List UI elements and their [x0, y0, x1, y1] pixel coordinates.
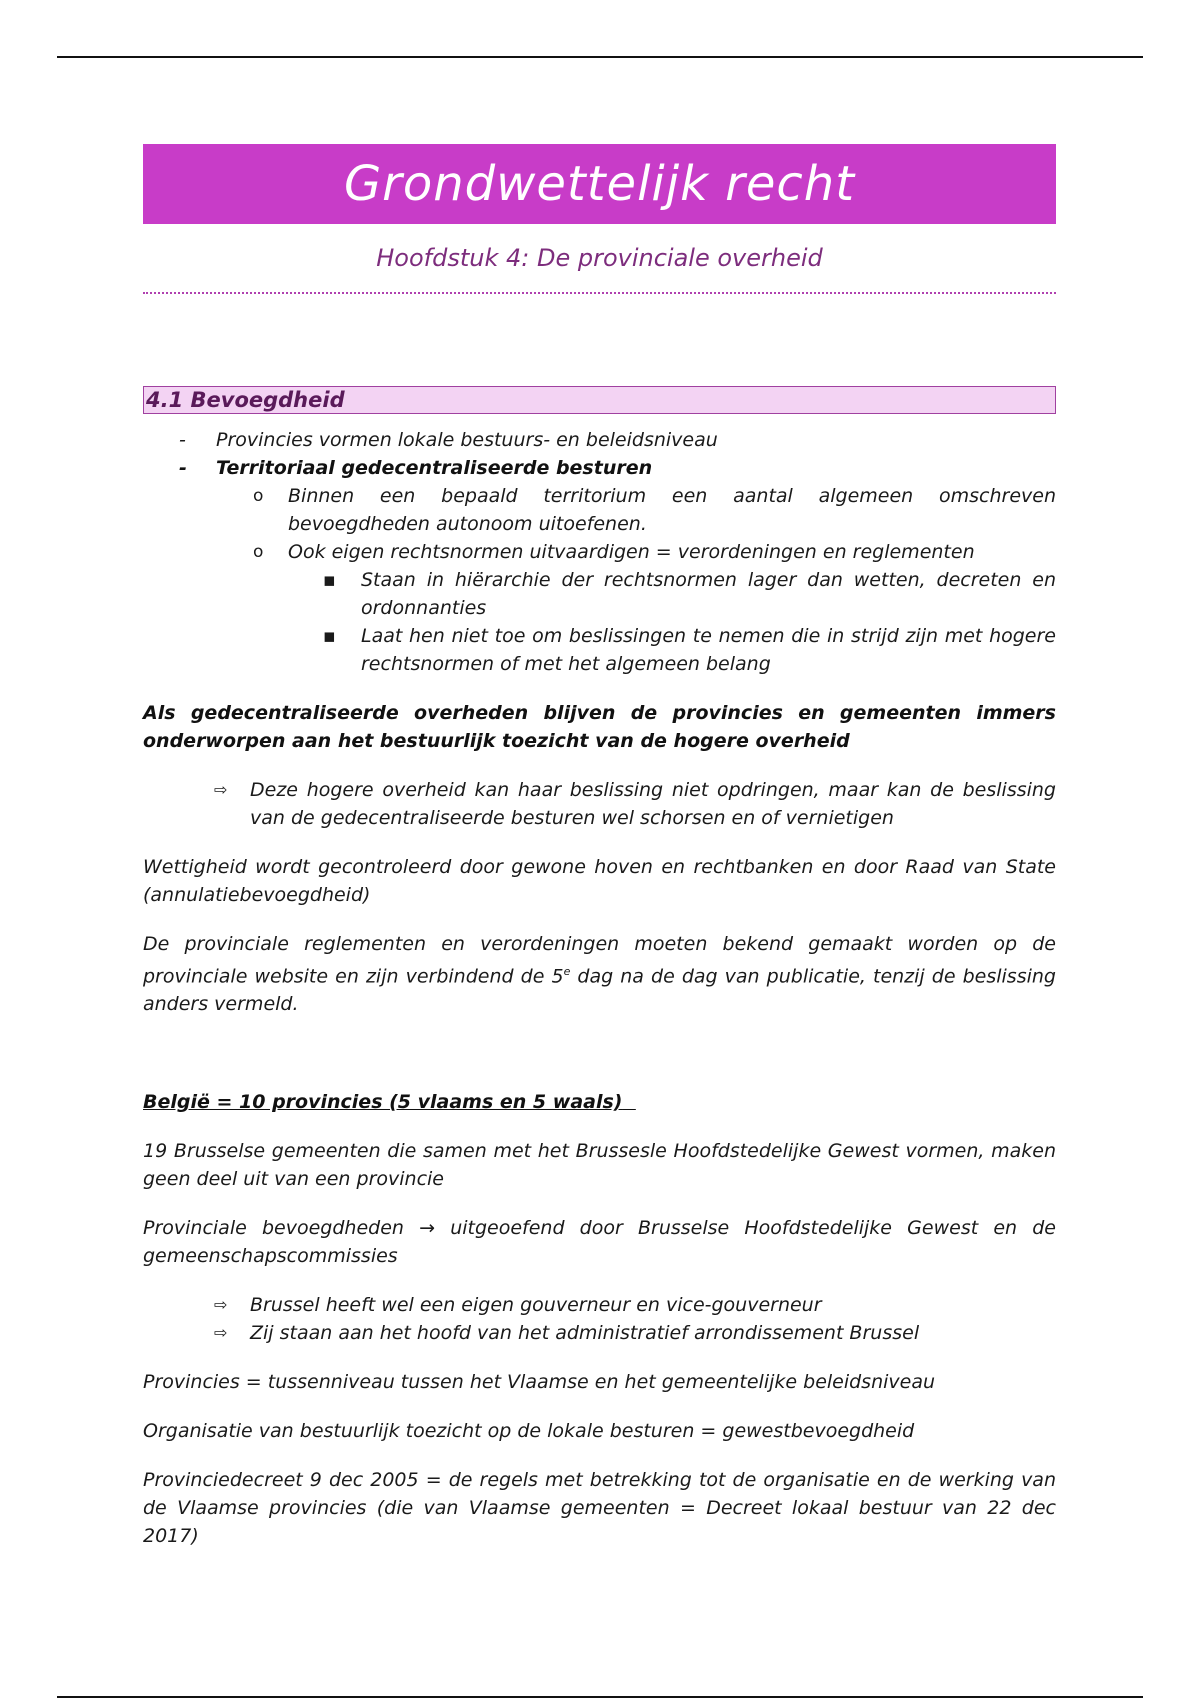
circle-bullet: o — [253, 542, 264, 562]
subsection-heading — [143, 1088, 1056, 1116]
paragraph: Provinciale bevoegdheden → uitgeoefend door Brusselse Hoofdstedelijke Gewest en de gemeenschapscommissies — [143, 1217, 1056, 1268]
dotted-divider — [143, 292, 1056, 294]
dash-bullet: - — [179, 429, 186, 451]
arrow-item — [143, 1319, 1056, 1347]
list-item-text: Provincies vormen lokale bestuurs- en beleidsniveau — [216, 429, 718, 451]
square-bullet: ▪ — [323, 625, 336, 647]
bottom-rule — [57, 1696, 1143, 1698]
list-item — [143, 566, 1056, 622]
arrow-item-text: Deze hogere overheid kan haar beslissing niet opdringen, maar kan de beslissing van de gedecentraliseerde besturen wel schorsen en of vernietigen — [250, 779, 1056, 829]
bold-paragraph: Als gedecentraliseerde overheden blijven de provincies en gemeenten immers onderworpen aan het bestuurlijk toezicht van de hogere overheid — [143, 702, 1056, 752]
arrow-item — [143, 776, 1056, 832]
list-item-text: Binnen een bepaald territorium een aantal algemeen omschreven bevoegdheden autonoom uitoefenen. — [288, 485, 1056, 535]
paragraph — [143, 930, 1056, 1018]
list-item-text: Ook eigen rechtsnormen uitvaardigen = verordeningen en reglementen — [288, 541, 975, 563]
list-item — [143, 622, 1056, 678]
list-item-text: Territoriaal gedecentraliseerde besturen — [216, 457, 653, 479]
paragraph-text: De provinciale reglementen en verordeningen moeten bekend gemaakt worden op de provinciale website en zijn verbindend de 5 — [143, 933, 1056, 988]
section-heading: 4.1 Bevoegdheid — [143, 386, 1056, 414]
list-item — [143, 454, 1056, 482]
paragraph: Wettigheid wordt gecontroleerd door gewone hoven en rechtbanken en door Raad van State (annulatiebevoegdheid) — [143, 856, 1056, 906]
subsection-heading-text: België = 10 provincies (5 vlaams en 5 waals) — [143, 1091, 623, 1114]
list-item-text: Staan in hiërarchie der rechtsnormen lager dan wetten, decreten en ordonnanties — [361, 569, 1056, 619]
arrow-icon: ⇨ — [214, 1323, 228, 1343]
arrow-item — [143, 1291, 1056, 1319]
list-item — [143, 482, 1056, 538]
paragraph: Organisatie van bestuurlijk toezicht op de lokale besturen = gewestbevoegdheid — [143, 1420, 915, 1443]
arrow-icon: ⇨ — [214, 780, 228, 799]
circle-bullet: o — [253, 486, 264, 506]
paragraph: Provinciedecreet 9 dec 2005 = de regels met betrekking tot de organisatie en de werking van de Vlaamse provincies (die van Vlaamse gemeenten = Decreet lokaal bestuur van 22 dec 2017) — [143, 1469, 1056, 1548]
arrow-item-text: Zij staan aan het hoofd van het administratief arrondissement Brussel — [250, 1322, 920, 1345]
arrow-icon: ⇨ — [214, 1295, 228, 1315]
paragraph: Provincies = tussenniveau tussen het Vlaamse en het gemeentelijke beleidsniveau — [143, 1371, 936, 1394]
document-title: Grondwettelijk recht — [143, 144, 1056, 224]
arrow-item-text: Brussel heeft wel een eigen gouverneur en vice-gouverneur — [250, 1294, 822, 1317]
square-bullet: ▪ — [323, 569, 336, 591]
paragraph: 19 Brusselse gemeenten die samen met het Brussesle Hoofdstedelijke Gewest vormen, maken geen deel uit van een provincie — [143, 1140, 1056, 1191]
dash-bullet: - — [179, 457, 187, 479]
top-rule — [57, 56, 1143, 58]
list-item — [143, 426, 1056, 454]
paragraph-text: dag na de dag van publicatie, tenzij de beslissing anders vermeld. — [143, 965, 1056, 1016]
list-item-text: Laat hen niet toe om beslissingen te nemen die in strijd zijn met hogere rechtsnormen of met het algemeen belang — [361, 625, 1056, 675]
document-subtitle: Hoofdstuk 4: De provinciale overheid — [376, 244, 823, 272]
document-body — [143, 426, 1056, 1550]
list-item — [143, 538, 1056, 566]
superscript: e — [563, 965, 571, 978]
